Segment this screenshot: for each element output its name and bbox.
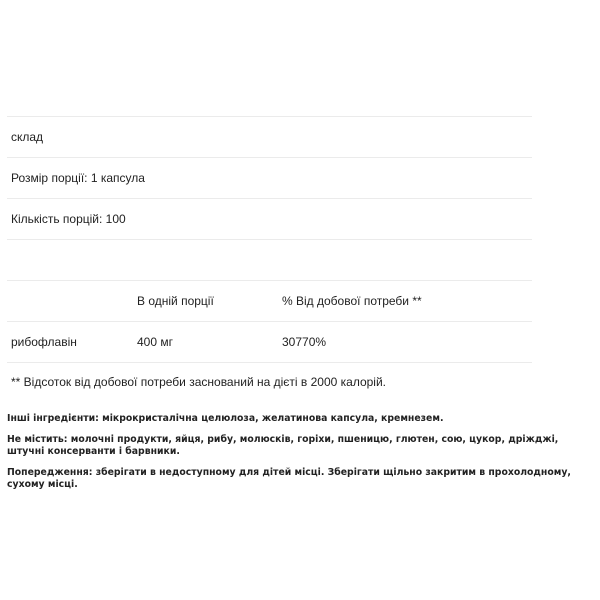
storage-warning: Попередження: зберігати в недоступному для дітей місці. Зберігати щільно закритим в прохолодному, сухому місці. [7, 467, 571, 490]
header-daily-value: % Від добової потреби ** [282, 294, 422, 308]
nutrient-amount: 400 мг [137, 335, 173, 349]
free-of-allergens: Не містить: молочні продукти, яйця, рибу, молюсків, горіхи, пшеницю, глютен, сою, цукор, дріжджі, штучні консерванти і барвники. [7, 434, 559, 457]
divider [7, 239, 532, 280]
table-row [7, 321, 532, 363]
serving-size-row [7, 157, 532, 198]
serving-size: Розмір порції: 1 капсула [11, 171, 145, 185]
table-header-row [7, 280, 532, 321]
daily-value-footnote: ** Відсоток від добової потреби заснований на дієті в 2000 калорій. [11, 375, 387, 389]
servings-count: Кількість порцій: 100 [11, 212, 126, 226]
composition-heading-row [7, 116, 532, 157]
nutrient-name: рибофлавін [11, 335, 77, 349]
supplement-facts-panel [7, 116, 532, 363]
servings-count-row [7, 198, 532, 239]
nutrient-daily-value: 30770% [282, 335, 327, 349]
product-notes [7, 413, 592, 500]
composition-heading: склад [11, 130, 44, 144]
other-ingredients: Інші інгредієнти: мікрокристалічна целюлоза, желатинова капсула, кремнезем. [7, 413, 444, 424]
header-per-serving: В одній порції [137, 294, 214, 308]
